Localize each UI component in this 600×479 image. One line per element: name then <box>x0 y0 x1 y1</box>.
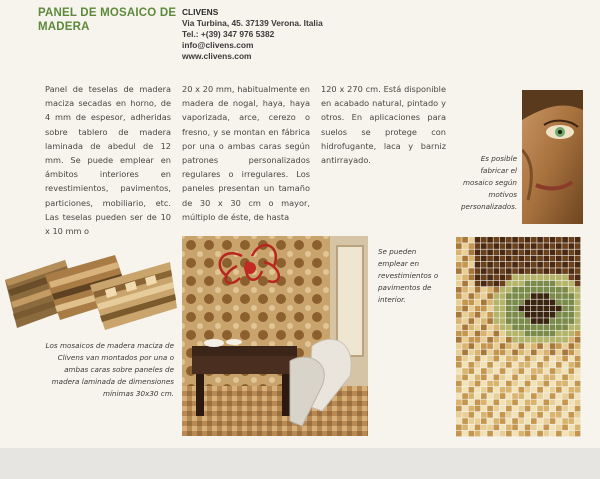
company-email: info@clivens.com <box>182 40 254 50</box>
body-column-1: Panel de teselas de madera maciza secadas en horno, de 4 mm de espesor, adheridas sobre tablero de madera laminada de abedul de 12 mm. Se puede emplear en ámbitos interiores en revestimientos, pavimentos, particiones, mobiliario, etc. Las teselas pueden ser de 10 x 10 mm o <box>45 84 171 237</box>
pixel-mosaic-photo <box>456 237 581 437</box>
company-info <box>182 7 323 62</box>
face-mosaic-photo <box>522 90 583 224</box>
company-phone: Tel.: +(39) 347 976 5382 <box>182 29 275 39</box>
body-column-2: 20 x 20 mm, habitualmente en madera de nogal, haya, haya vaporizada, arce, cerezo o fresno, y se montan en fábrica por una o ambas caras según patrones personalizados regulares o irregulares. Los paneles presentan un tamaño de 30 x 30 cm o mayor, múltiplo de éste, de hasta <box>182 84 310 222</box>
company-address: Via Turbina, 45. 37139 Verona. Italia <box>182 18 323 28</box>
company-website: www.clivens.com <box>182 51 252 61</box>
article-title: PANEL DE MOSAICO DE MADERA <box>38 7 177 33</box>
custom-mosaic-caption: Es posible fabricar el mosaico según motivos personalizados. <box>461 154 518 211</box>
interior-room-photo <box>182 236 368 436</box>
company-name: CLIVENS <box>182 7 219 17</box>
wood-panels-caption: Los mosaicos de madera maciza de Clivens van montados por una o ambas caras sobre paneles de madera laminada de dimensiones mínimas 30x30 cm. <box>45 341 174 398</box>
body-column-3: 120 x 270 cm. Está disponible en acabado natural, pintado y otros. En aplicaciones para suelos se protege con hidrofugante, laca y barniz antirrayado. <box>321 84 446 166</box>
interior-caption: Se pueden emplear en revestimientos o pavimentos de interior. <box>378 247 439 304</box>
page-bottom-margin <box>0 448 600 479</box>
wood-panels-photo <box>5 250 180 330</box>
